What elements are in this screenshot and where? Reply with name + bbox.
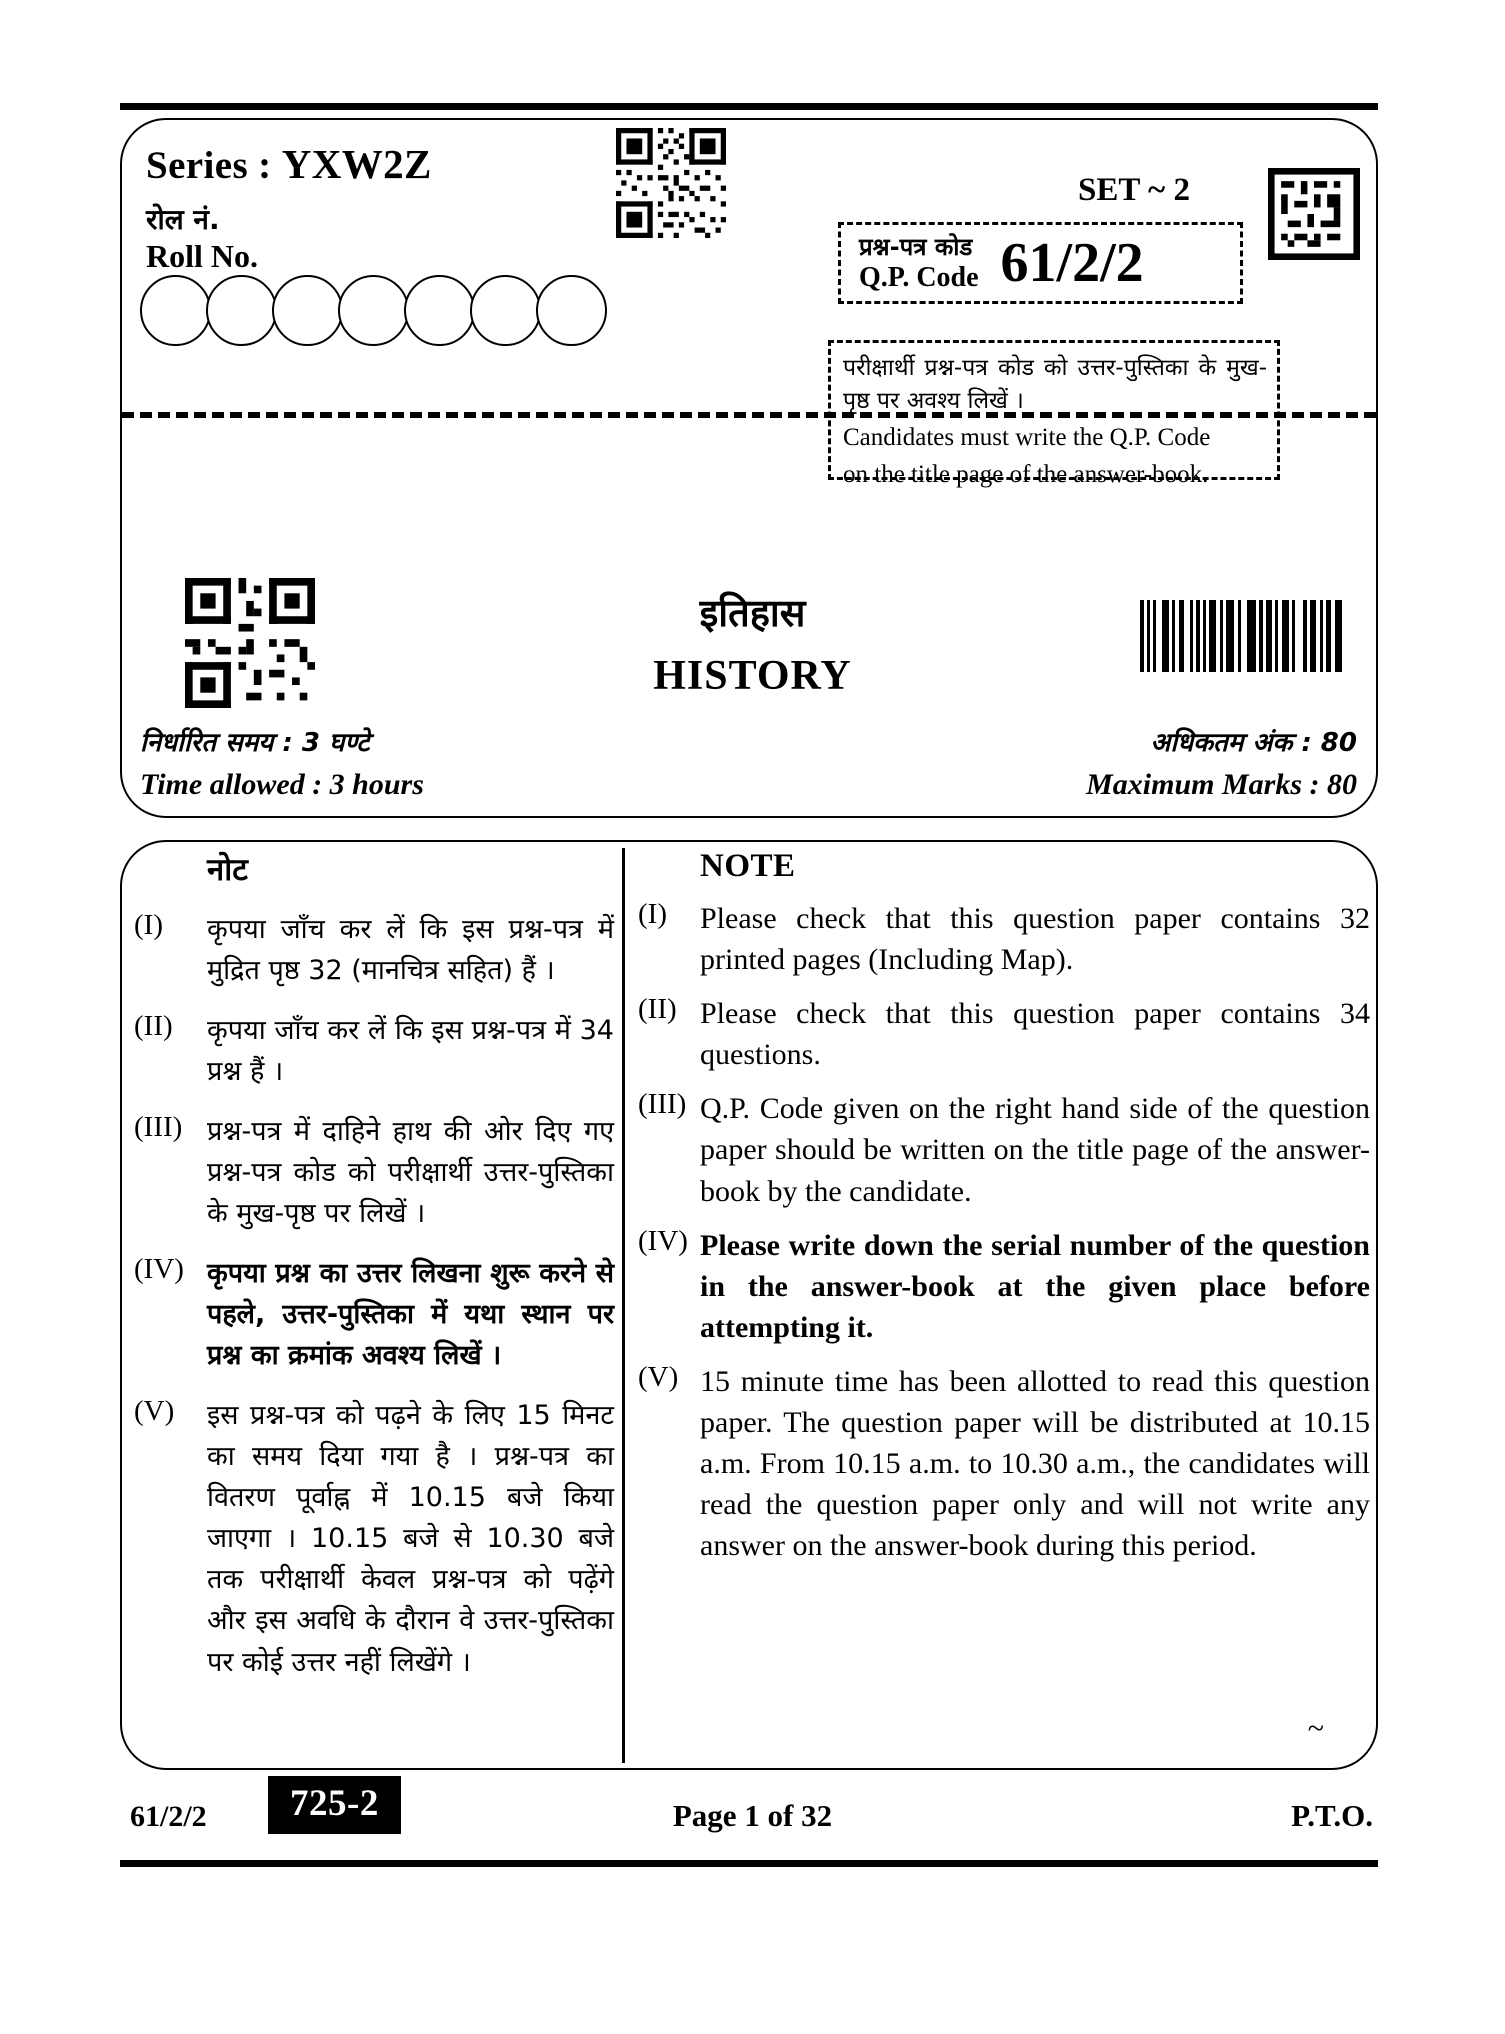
note-text: 15 minute time has been allotted to read this question paper. The question paper will be distributed at 10.15 a.m. From 10.15 a.m. to 10.30 a.m., the candidates will read the question paper only and will not write any answer on the answer-book during this period.: [700, 1364, 1370, 1563]
footer-qp-code: 61/2/2: [130, 1800, 207, 1833]
top-rule: [120, 103, 1378, 110]
notes-column-hindi: [134, 848, 614, 1760]
note-text: प्रश्न-पत्र में दाहिने हाथ की ओर दिए गए प्रश्न-पत्र कोड को परीक्षार्थी उत्तर-पुस्तिका के मुख-पृष्ठ पर लिखें ।: [207, 1116, 614, 1230]
candidate-instruction-box: [828, 340, 1280, 489]
barcode-icon: [1140, 600, 1350, 672]
note-text: Q.P. Code given on the right hand side of the question paper should be written on the title page of the answer-book by the candidate.: [700, 1092, 1370, 1208]
qp-code-label-hindi: प्रश्न-पत्र कोड: [859, 232, 973, 261]
roll-digit-circle[interactable]: [140, 275, 211, 346]
roll-digit-circle[interactable]: [404, 275, 475, 346]
roll-digit-circle[interactable]: [536, 275, 607, 346]
qp-code-label-english: Q.P. Code: [859, 261, 979, 293]
note-item-english: [638, 993, 1370, 1075]
note-number: (IV): [638, 1224, 688, 1257]
note-text: कृपया प्रश्न का उत्तर लिखना शुरू करने से पहले, उत्तर-पुस्तिका में यथा स्थान पर प्रश्न का क्रमांक अवश्य लिखें ।: [207, 1258, 614, 1372]
footer-page-number: Page 1 of 32: [672, 1798, 833, 1833]
note-item-hindi: [134, 1010, 614, 1092]
note-number: (V): [638, 1360, 679, 1393]
qr-code-icon: [616, 128, 726, 238]
note-number: (I): [638, 898, 667, 930]
qp-code-value: 61/2/2: [1000, 232, 1144, 294]
note-item-hindi: [134, 1253, 614, 1376]
note-number: (II): [638, 993, 677, 1026]
note-item-hindi: [134, 909, 614, 991]
roll-digit-circle[interactable]: [338, 275, 409, 346]
note-number: (I): [134, 909, 163, 941]
qp-code-box: [838, 222, 1243, 304]
time-allowed-hindi: निर्धारित समय : 3 घण्टे: [140, 728, 370, 758]
candidate-instruction-english-line2: on the title page of the answer-book.: [843, 461, 1209, 489]
note-number: (III): [638, 1088, 687, 1121]
qr-code-icon: [1268, 168, 1360, 260]
note-text: Please check that this question paper contains 34 questions.: [700, 997, 1370, 1072]
subject-title-english: HISTORY: [653, 653, 852, 699]
note-text: इस प्रश्न-पत्र को पढ़ने के लिए 15 मिनट का समय दिया गया है । प्रश्न-पत्र का वितरण पूर्वाह्न में 10.15 बजे किया जाएगा । 10.15 बजे से 10.30 बजे तक परीक्षार्थी केवल प्रश्न-पत्र को पढ़ेंगे और इस अवधि के दौरान वे उत्तर-पुस्तिका पर कोई उत्तर नहीं लिखेंगे ।: [207, 1400, 614, 1678]
roll-digit-circle[interactable]: [272, 275, 343, 346]
notes-column-divider: [622, 848, 625, 1763]
note-item-english: [638, 1361, 1370, 1566]
tilde-mark: ~: [1307, 1712, 1324, 1745]
candidate-instruction-english-line1: Candidates must write the Q.P. Code: [843, 424, 1211, 452]
note-item-hindi: [134, 1111, 614, 1234]
series-code: YXW2Z: [281, 141, 432, 187]
footer-pto: P.T.O.: [1291, 1798, 1373, 1833]
bottom-rule: [120, 1860, 1378, 1867]
set-label: SET ~ 2: [1078, 172, 1190, 208]
note-number: (III): [134, 1111, 183, 1144]
note-text: Please check that this question paper contains 32 printed pages (Including Map).: [700, 902, 1370, 977]
qp-code-labels: [859, 232, 979, 293]
note-text: Please write down the serial number of the question in the answer-book at the given place before attempting it.: [700, 1228, 1370, 1344]
roll-number-label-hindi: रोल नं.: [146, 203, 220, 236]
subject-title-hindi: इतिहास: [699, 591, 806, 635]
series-line: [146, 140, 432, 188]
roll-digit-circle[interactable]: [470, 275, 541, 346]
notes-column-english: [638, 848, 1370, 1760]
footer-paper-badge: 725-2: [268, 1776, 401, 1834]
roll-digit-circle[interactable]: [206, 275, 277, 346]
note-text: कृपया जाँच कर लें कि इस प्रश्न-पत्र में 34 प्रश्न हैं ।: [207, 1015, 614, 1088]
maximum-marks-english: Maximum Marks : 80: [1086, 768, 1357, 801]
notes-title-hindi: नोट: [207, 852, 248, 888]
note-item-english: [638, 1225, 1370, 1348]
note-number: (IV): [134, 1253, 184, 1286]
roll-number-circles[interactable]: [140, 275, 602, 346]
note-number: (II): [134, 1010, 173, 1043]
series-label: Series :: [146, 144, 272, 187]
note-item-english: [638, 1088, 1370, 1211]
candidate-instruction-hindi: परीक्षार्थी प्रश्न-पत्र कोड को उत्तर-पुस्तिका के मुख-पृष्ठ पर अवश्य लिखें ।: [843, 355, 1267, 414]
note-number: (V): [134, 1395, 175, 1428]
note-item-hindi: [134, 1395, 614, 1682]
notes-title-english: NOTE: [700, 848, 796, 884]
roll-number-label-english: Roll No.: [146, 238, 258, 274]
time-allowed-english: Time allowed : 3 hours: [140, 768, 424, 801]
maximum-marks-hindi: अधिकतम अंक : 80: [1150, 728, 1357, 758]
note-item-english: [638, 898, 1370, 980]
note-text: कृपया जाँच कर लें कि इस प्रश्न-पत्र में मुद्रित पृष्ठ 32 (मानचित्र सहित) हैं ।: [207, 914, 614, 987]
